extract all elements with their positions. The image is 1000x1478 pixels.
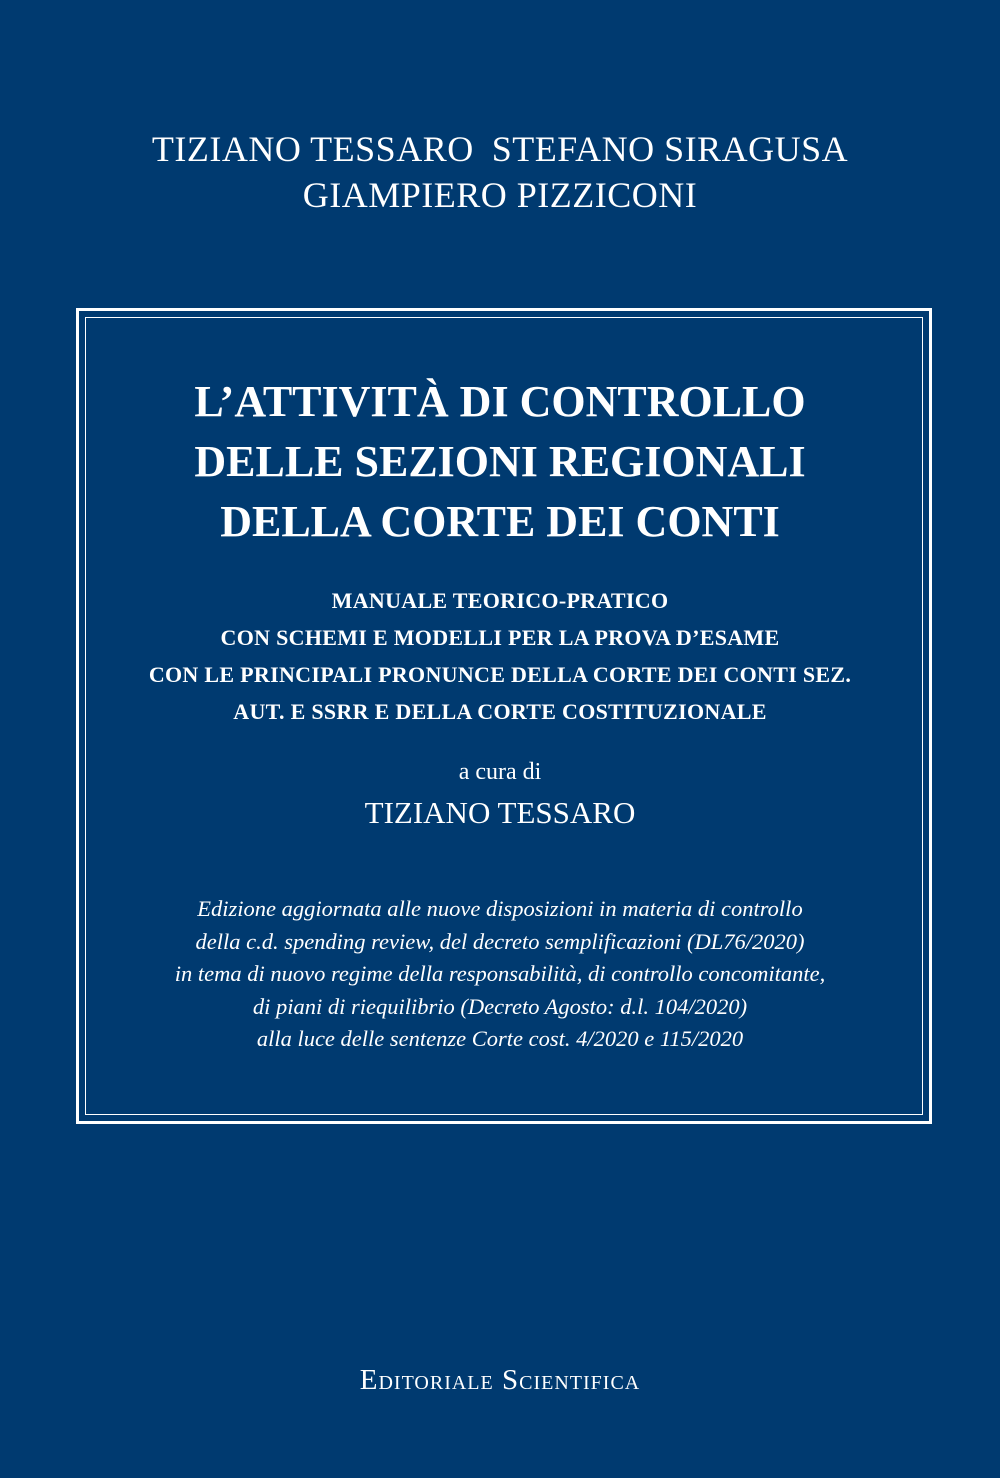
publisher-name: Editoriale Scientifica [359,1364,641,1396]
subtitle-line: AUT. E SSRR E DELLA CORTE COSTITUZIONALE [233,699,767,724]
authors-line-1 [0,126,1000,172]
author-name: GIAMPIERO PIZZICONI [302,175,698,215]
curator-label: a cura di [458,759,542,785]
edition-note [0,893,1000,1056]
book-title-line: L’ATTIVITÀ DI CONTROLLO [194,377,806,426]
author-name: TIZIANO TESSARO [151,129,474,169]
subtitle-line: CON SCHEMI E MODELLI PER LA PROVA D’ESAME [220,625,780,650]
edition-note-line: della c.d. spending review, del decreto semplificazioni (DL76/2020) [195,928,805,954]
authors [0,126,1000,218]
edition-note-line: alla luce delle sentenze Corte cost. 4/2020 e 115/2020 [256,1026,744,1051]
book-subtitle [0,582,1000,730]
curator-name: TIZIANO TESSARO [364,795,636,830]
subtitle-line: MANUALE TEORICO-PRATICO [331,588,669,613]
book-title-line: DELLE SEZIONI REGIONALI [194,437,806,486]
edition-note-line: in tema di nuovo regime della responsabilità, di controllo concomitante, [174,961,826,986]
book-title-line: DELLA CORTE DEI CONTI [220,497,780,546]
edition-note-line: Edizione aggiornata alle nuove disposizioni in materia di controllo [197,896,803,921]
author-name: STEFANO SIRAGUSA [491,129,849,169]
subtitle-line: CON LE PRINCIPALI PRONUNCE DELLA CORTE DEI CONTI SEZ. [148,662,852,687]
book-title [0,372,1000,552]
edition-note-line: di piani di riequilibrio (Decreto Agosto: d.l. 104/2020) [252,993,748,1019]
